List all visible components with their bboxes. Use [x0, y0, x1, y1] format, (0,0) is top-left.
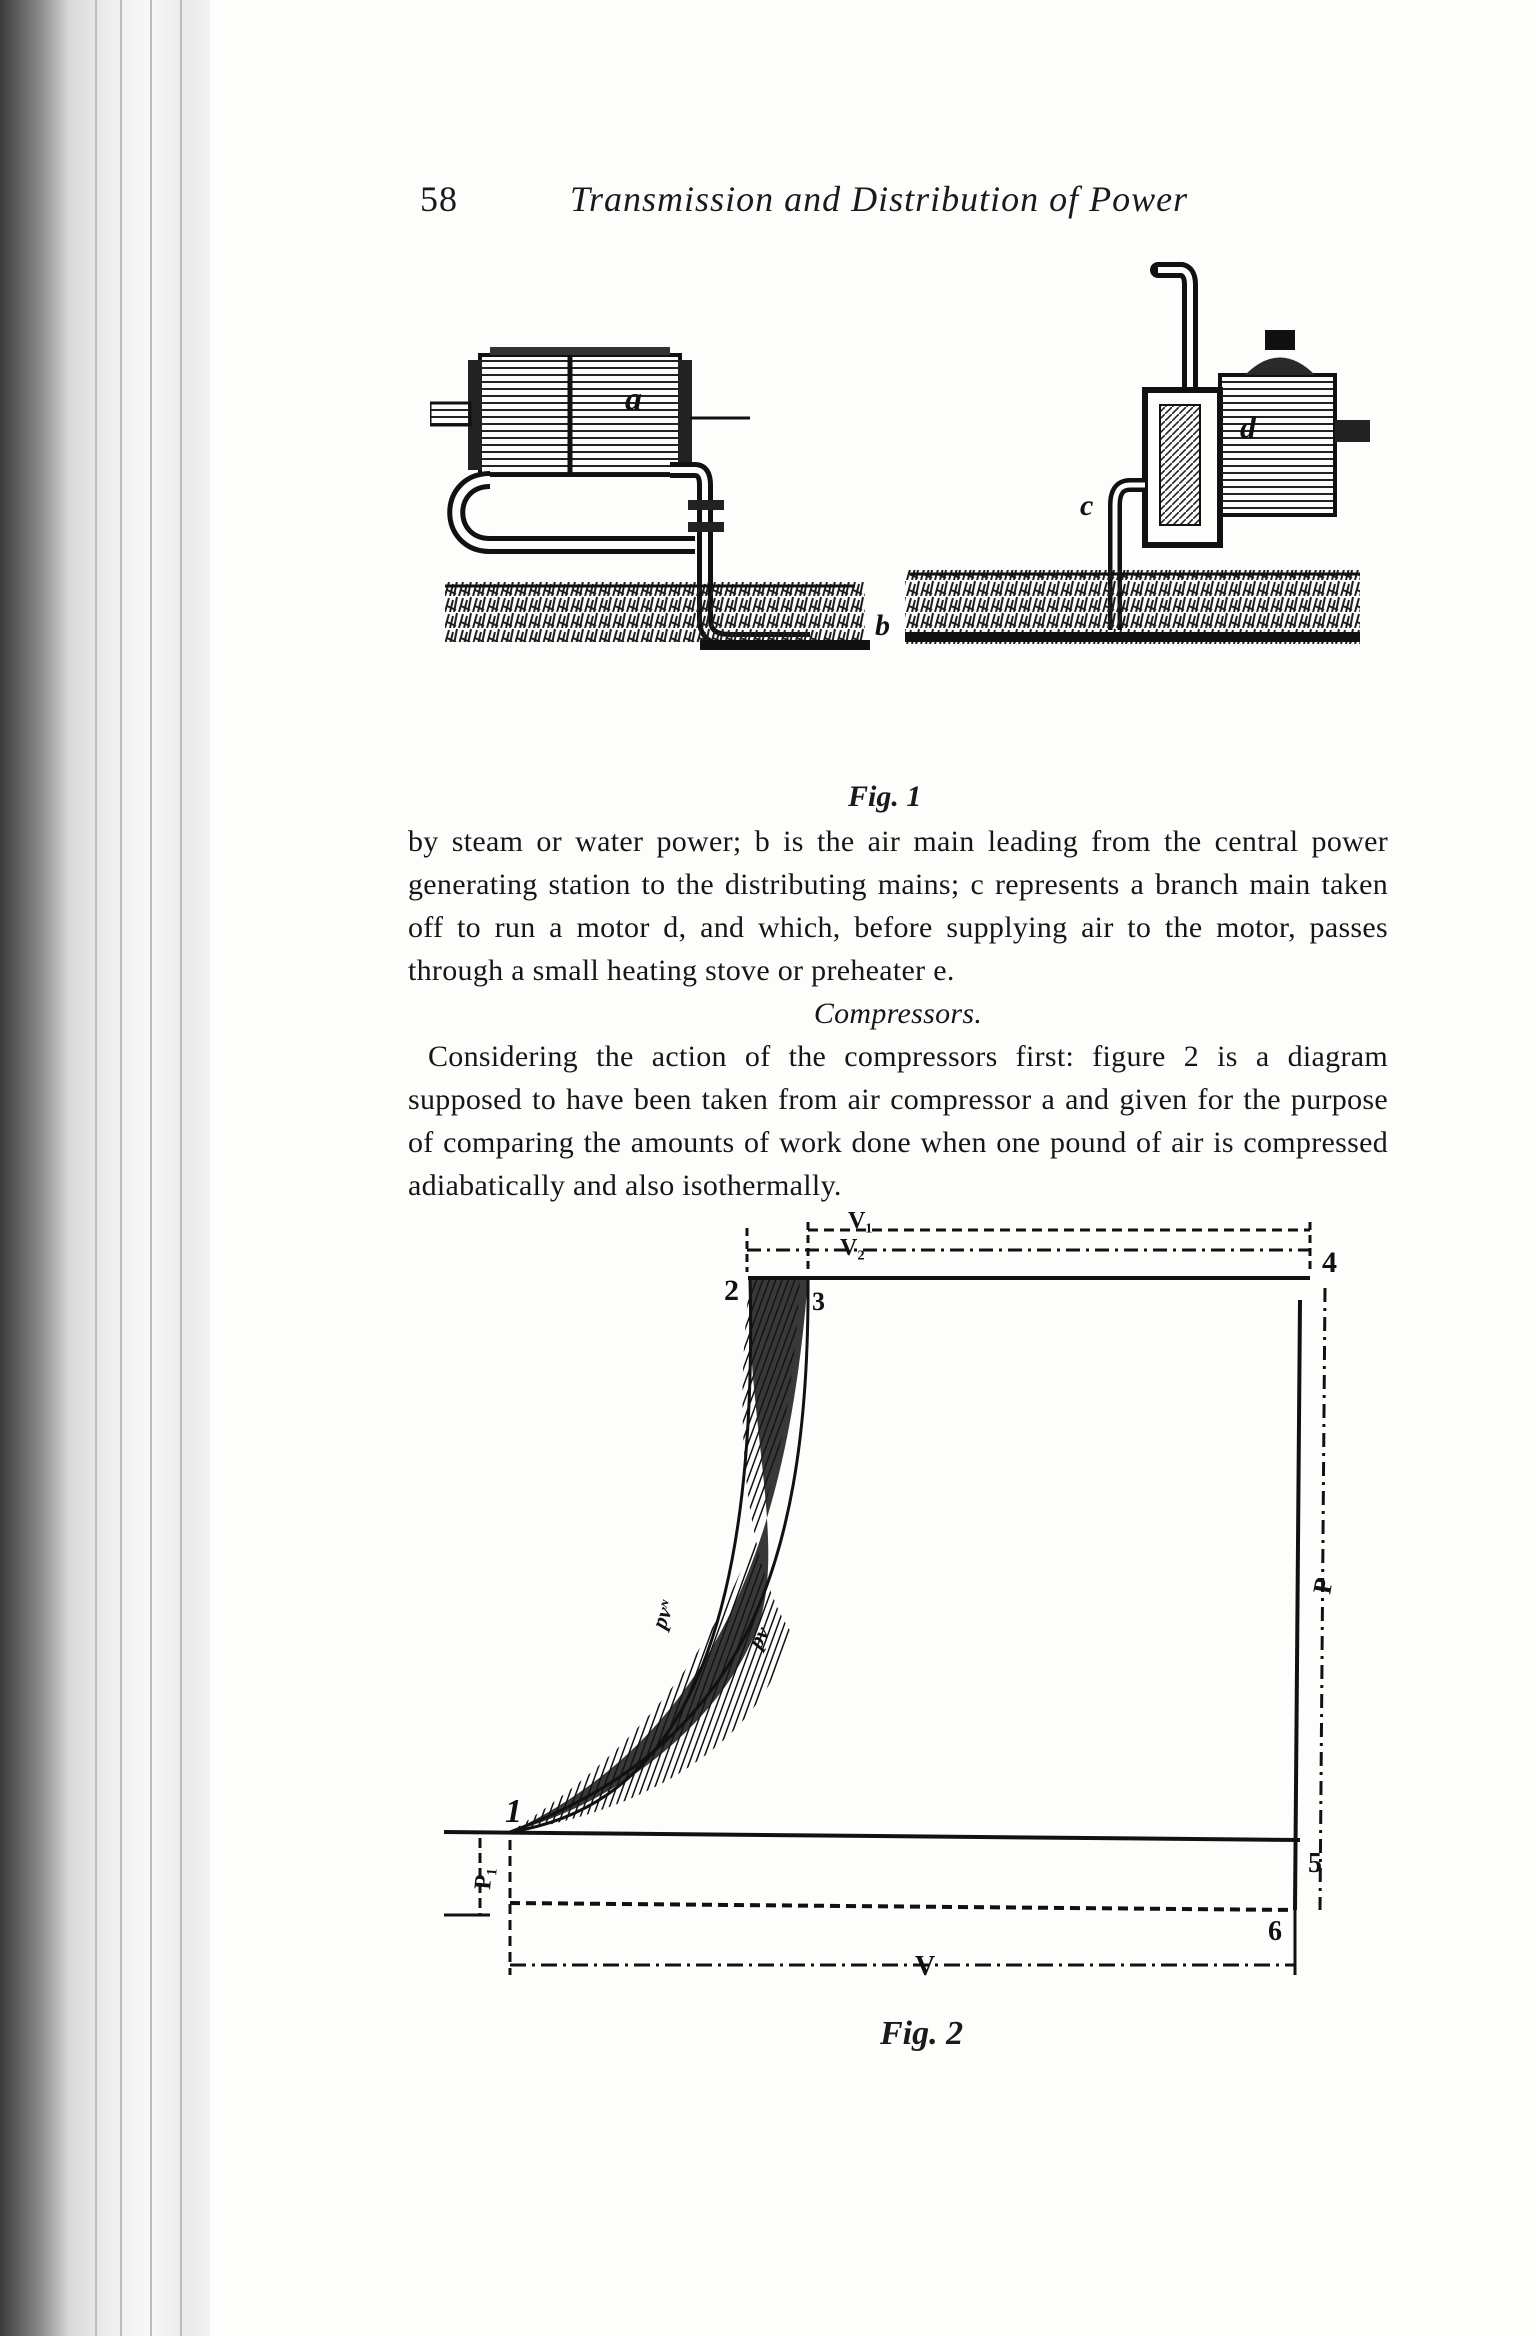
v-label: V — [915, 1951, 936, 1982]
p1-label: P₁ — [470, 1866, 498, 1891]
page-strip — [150, 0, 152, 2336]
label-d: d — [1240, 409, 1256, 445]
body-text — [408, 820, 1388, 1207]
section-heading: Compressors. — [813, 997, 983, 1030]
v1-label: V₁ — [848, 1210, 873, 1234]
ground-left — [445, 582, 865, 642]
line-zero-pressure — [510, 1903, 1295, 1910]
figure-2-caption: Fig. 2 — [880, 2015, 964, 2052]
page-strip — [180, 0, 182, 2336]
point-3-label: 3 — [812, 1287, 825, 1316]
point-1-label: 1 — [505, 1793, 522, 1830]
page-strip — [120, 0, 122, 2336]
line-4-6 — [1295, 1300, 1300, 1910]
figure-1-caption: Fig. 1 — [848, 780, 922, 813]
dim-p — [1320, 1288, 1325, 1910]
point-5-label: 5 — [1308, 1848, 1322, 1879]
adiabatic-curve-label: pvᶰ — [646, 1597, 680, 1632]
label-c: c — [1080, 489, 1094, 522]
book-edge — [0, 0, 235, 2336]
line-1-5 — [444, 1832, 1300, 1840]
figure-1-illustration — [430, 260, 1380, 720]
paragraph: by steam or water power; b is the air main leading from the central power generating station to the distributing mains; c represents a branch main taken off to run a motor d, and which, before supplying air to the motor, passes through a small heating stove or preheater e. — [408, 825, 1388, 987]
running-title: Transmission and Distribution of Power — [570, 179, 1189, 219]
figure-2-diagram — [430, 1210, 1380, 2030]
p-label: P — [1307, 1575, 1339, 1597]
page-strip — [95, 0, 97, 2336]
point-6-label: 6 — [1268, 1916, 1282, 1947]
point-2-label: 2 — [724, 1274, 739, 1307]
isothermal-curve-label: pv — [742, 1622, 775, 1653]
point-4-label: 4 — [1322, 1246, 1337, 1279]
shaded-region — [510, 1278, 808, 1832]
air-main-b — [700, 640, 870, 650]
label-a: a — [625, 381, 642, 418]
paragraph: Considering the action of the compressors first: figure 2 is a diagram supposed to have been taken from air compressor a and given for the purpose of comparing the amounts of work done when one pound of air is compressed adiabatically and also isothermally. — [408, 1040, 1388, 1202]
v2-label: V₂ — [840, 1235, 865, 1261]
page-header — [420, 178, 1280, 228]
page-number: 58 — [420, 179, 458, 219]
label-b: b — [875, 609, 890, 642]
